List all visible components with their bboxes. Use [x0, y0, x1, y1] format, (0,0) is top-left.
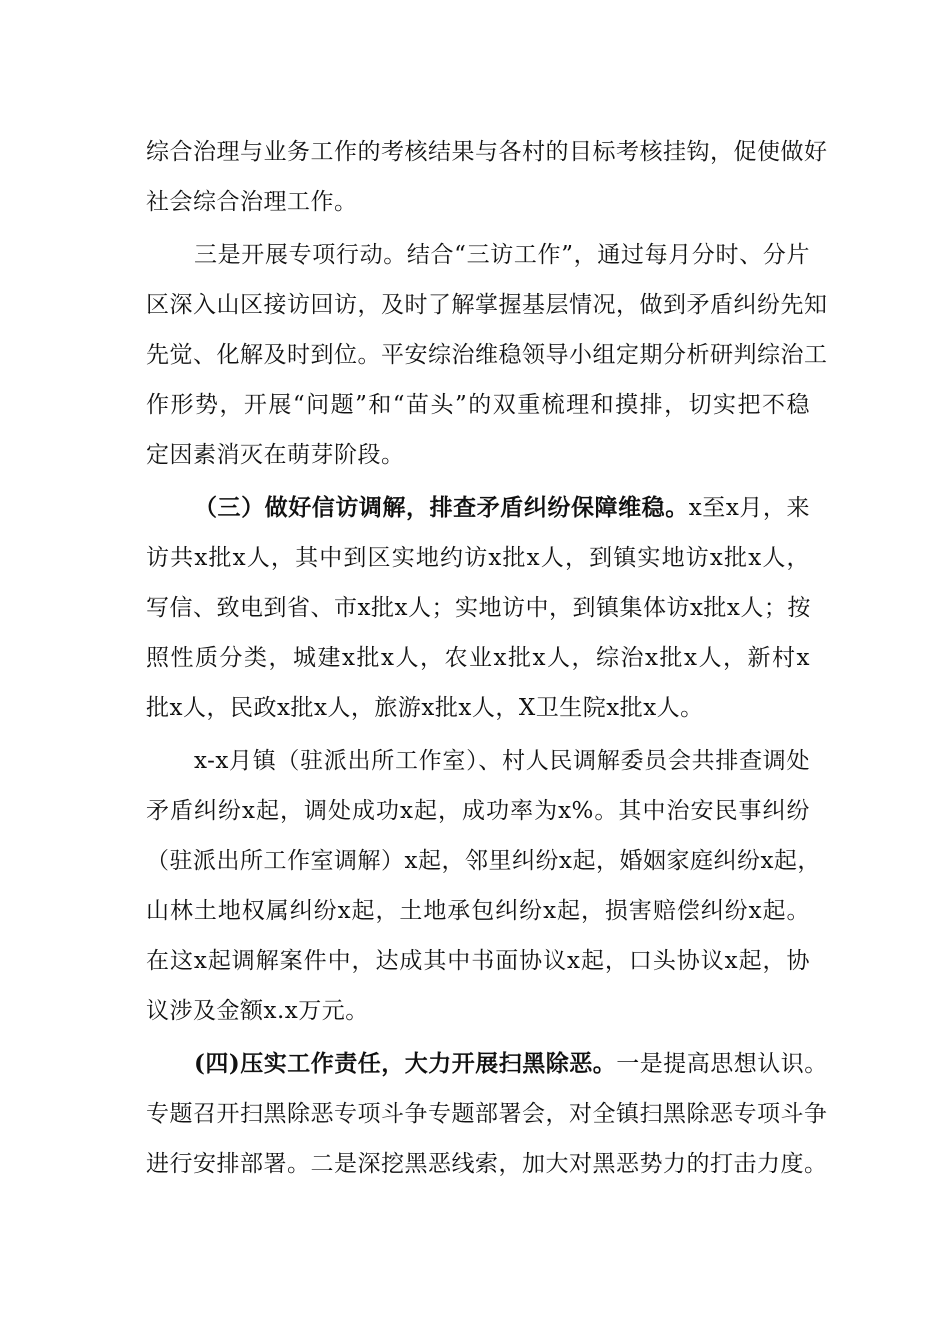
paragraph-line [194, 1049, 828, 1079]
paragraph-line: 定因素消灭在萌芽阶段。 [146, 442, 405, 468]
paragraph-line: 访共x批x人，其中到区实地约访x批x人，到镇实地访x批x人， [146, 545, 810, 571]
paragraph-line: 进行安排部署。二是深挖黑恶线索，加大对黑恶势力的打击力度。 [146, 1151, 828, 1177]
paragraph-line: 议涉及金额x.x万元。 [146, 998, 369, 1024]
paragraph-text: 一是提高思想认识。 [616, 1051, 828, 1077]
paragraph-line: 区深入山区接访回访，及时了解掌握基层情况，做到矛盾纠纷先知 [146, 292, 828, 318]
paragraph-line: 综合治理与业务工作的考核结果与各村的目标考核挂钩，促使做好 [146, 139, 828, 165]
paragraph-line: 矛盾纠纷x起，调处成功x起，成功率为x%。其中治安民事纠纷 [146, 798, 810, 824]
section-heading: (四)压实工作责任，大力开展扫黑除恶。 [194, 1050, 617, 1077]
paragraph-line: （驻派出所工作室调解）x起，邻里纠纷x起，婚姻家庭纠纷x起， [146, 848, 821, 874]
paragraph-line: 社会综合治理工作。 [146, 189, 358, 215]
paragraph-text: x至x月，来 [688, 495, 810, 521]
paragraph-line: 在这x起调解案件中，达成其中书面协议x起，口头协议x起，协 [146, 948, 810, 974]
paragraph-line: 批x人，民政x批x人，旅游x批x人，X卫生院x批x人。 [146, 695, 704, 721]
paragraph-line: 山林土地权属纠纷x起，土地承包纠纷x起，损害赔偿纠纷x起。 [146, 898, 810, 924]
section-heading: （三）做好信访调解，排查矛盾纠纷保障维稳。 [194, 494, 689, 521]
paragraph-line: 先觉、化解及时到位。平安综治维稳领导小组定期分析研判综治工 [146, 342, 828, 368]
paragraph-line [194, 493, 810, 523]
paragraph-line: x-x月镇（驻派出所工作室）、村人民调解委员会共排查调处 [194, 748, 810, 774]
paragraph-line: 写信、致电到省、市x批x人；实地访中，到镇集体访x批x人；按 [146, 595, 811, 621]
paragraph-line: 作形势，开展“问题”和“苗头”的双重梳理和摸排，切实把不稳 [146, 392, 810, 418]
paragraph-line: 专题召开扫黑除恶专项斗争专题部署会，对全镇扫黑除恶专项斗争 [146, 1101, 828, 1127]
paragraph-line: 三是开展专项行动。结合“三访工作”，通过每月分时、分片 [194, 242, 810, 268]
paragraph-line: 照性质分类，城建x批x人，农业x批x人，综治x批x人，新村x [146, 645, 810, 671]
